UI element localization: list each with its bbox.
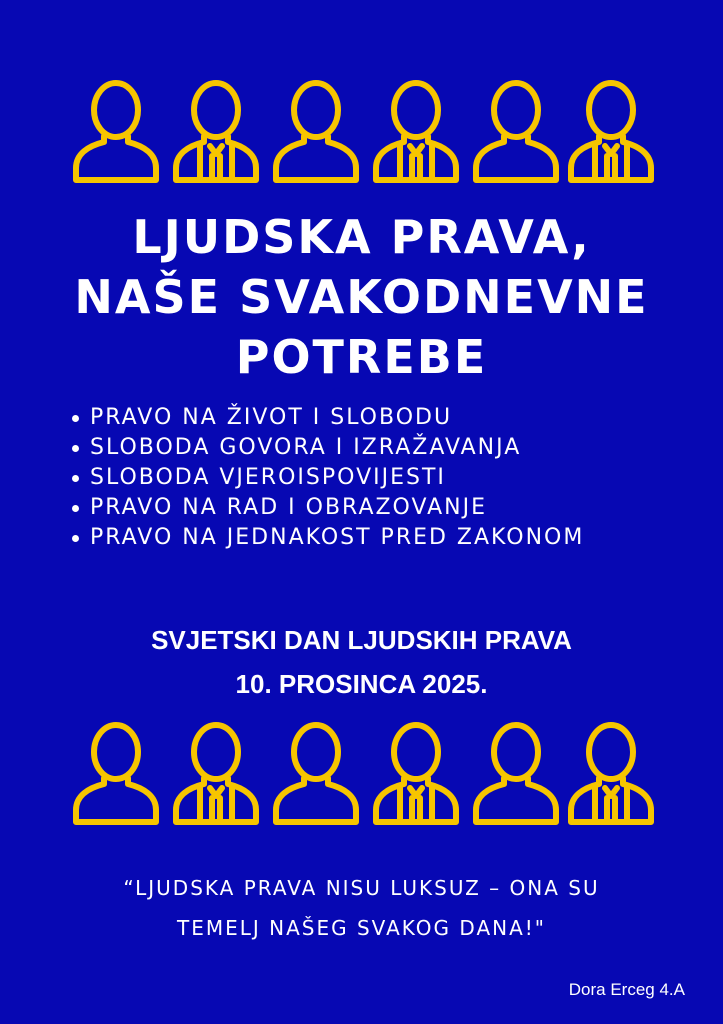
- person-tie-icon: [370, 718, 462, 828]
- top-icon-row: [0, 76, 723, 186]
- list-item-label: PRAVO NA ŽIVOT I SLOBODU: [90, 405, 453, 430]
- bullet-icon: [72, 535, 79, 542]
- list-item-label: PRAVO NA RAD I OBRAZOVANJE: [90, 495, 488, 520]
- quote-line-2: TEMELJ NAŠEG SVAKOG DANA!": [177, 916, 546, 940]
- title-line-3: POTREBE: [235, 330, 488, 384]
- bottom-icon-row: [0, 718, 723, 828]
- person-icon: [270, 76, 362, 186]
- list-item: [72, 523, 632, 553]
- person-icon: [70, 718, 162, 828]
- poster-title: [0, 207, 723, 387]
- quote: [0, 868, 723, 948]
- bullet-icon: [72, 415, 79, 422]
- person-icon: [70, 76, 162, 186]
- bullet-icon: [72, 505, 79, 512]
- list-item-label: PRAVO NA JEDNAKOST PRED ZAKONOM: [90, 525, 585, 550]
- person-tie-icon: [170, 76, 262, 186]
- quote-line-1: “LJUDSKA PRAVA NISU LUKSUZ – ONA SU: [123, 876, 600, 900]
- person-icon: [270, 718, 362, 828]
- person-tie-icon: [170, 718, 262, 828]
- author-signature: Dora Erceg 4.A: [568, 980, 685, 999]
- event-info: [0, 618, 723, 706]
- title-line-1: LJUDSKA PRAVA,: [132, 210, 591, 264]
- list-item-label: SLOBODA GOVORA I IZRAŽAVANJA: [90, 435, 522, 460]
- list-item: [72, 493, 632, 523]
- list-item: [72, 403, 632, 433]
- person-icon: [470, 718, 562, 828]
- event-name: SVJETSKI DAN LJUDSKIH PRAVA: [151, 625, 572, 655]
- list-item: [72, 433, 632, 463]
- event-date: 10. PROSINCA 2025.: [235, 669, 488, 699]
- person-tie-icon: [565, 76, 657, 186]
- person-icon: [470, 76, 562, 186]
- list-item-label: SLOBODA VJEROISPOVIJESTI: [90, 465, 446, 490]
- person-tie-icon: [565, 718, 657, 828]
- bullet-icon: [72, 475, 79, 482]
- rights-list: [72, 403, 632, 553]
- person-tie-icon: [370, 76, 462, 186]
- list-item: [72, 463, 632, 493]
- title-line-2: NAŠE SVAKODNEVNE: [74, 270, 649, 324]
- bullet-icon: [72, 445, 79, 452]
